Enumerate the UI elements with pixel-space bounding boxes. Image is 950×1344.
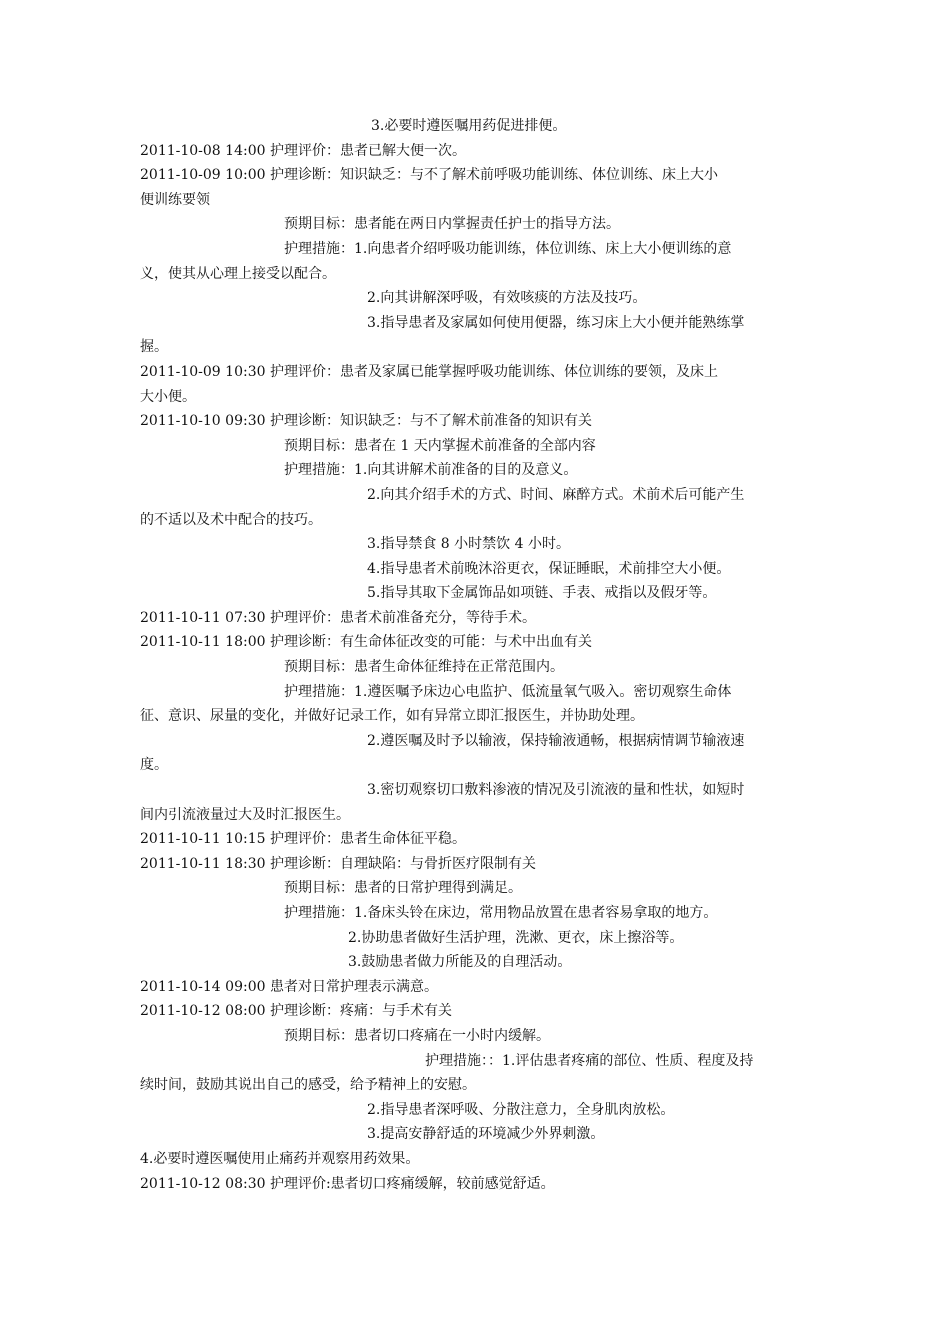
text-line: 间内引流液量过大及时汇报医生。 [140,806,350,823]
text-line: 2.协助患者做好生活护理，洗漱、更衣，床上擦浴等。 [348,929,684,946]
nursing-record-text [140,114,820,1196]
text-line: 2011-10-12 08:30 护理评价:患者切口疼痛缓解，较前感觉舒适。 [140,1175,555,1192]
text-line: 度。 [140,757,168,774]
text-line: 续时间，鼓励其说出自己的感受，给予精神上的安慰。 [140,1077,476,1094]
text-line: 预期目标：患者切口疼痛在一小时内缓解。 [284,1027,550,1044]
text-line: 预期目标：患者的日常护理得到满足。 [284,880,522,897]
text-line: 预期目标：患者能在两日内掌握责任护士的指导方法。 [284,216,620,233]
text-line: 2011-10-10 09:30 护理诊断：知识缺乏：与不了解术前准备的知识有关 [140,413,592,430]
text-line: 2011-10-11 07:30 护理评价：患者术前准备充分，等待手术。 [140,609,536,626]
text-line: 2011-10-14 09:00 患者对日常护理表示满意。 [140,978,438,995]
text-line: 大小便。 [140,388,196,405]
text-line: 预期目标：患者在 1 天内掌握术前准备的全部内容 [284,437,596,454]
text-line: 2.遵医嘱及时予以输液，保持输液通畅，根据病情调节输液速 [367,732,745,749]
text-line: 2011-10-08 14:00 护理评价：患者已解大便一次。 [140,142,466,159]
text-line: 2011-10-12 08:00 护理诊断：疼痛：与手术有关 [140,1003,452,1020]
text-line: 2011-10-11 10:15 护理评价：患者生命体征平稳。 [140,831,466,848]
text-line: 护理措施：：1.评估患者疼痛的部位、性质、程度及持 [425,1052,754,1069]
text-line: 3.指导禁食 8 小时禁饮 4 小时。 [367,536,570,553]
text-line: 的不适以及术中配合的技巧。 [140,511,322,528]
text-line: 征、意识、尿量的变化，并做好记录工作，如有异常立即汇报医生，并协助处理。 [140,708,644,725]
text-line: 3.必要时遵医嘱用药促进排便。 [371,118,567,134]
text-line: 2.向其讲解深呼吸，有效咳痰的方法及技巧。 [367,290,647,307]
text-line: 护理措施：1.遵医嘱予床边心电监护、低流量氧气吸入。密切观察生命体 [284,683,732,700]
text-line: 2011-10-09 10:30 护理评价：患者及家属已能掌握呼吸功能训练、体位训练的要领，及床上 [140,363,718,380]
text-line: 预期目标：患者生命体征维持在正常范围内。 [284,659,564,676]
text-line: 护理措施：1.向其讲解术前准备的目的及意义。 [284,462,578,479]
text-line: 护理措施：1.向患者介绍呼吸功能训练，体位训练、床上大小便训练的意 [284,240,732,257]
text-line: 4.指导患者术前晚沐浴更衣，保证睡眠，术前排空大小便。 [367,560,731,577]
text-line: 2011-10-11 18:30 护理诊断：自理缺陷：与骨折医疗限制有关 [140,855,536,872]
text-line: 2011-10-11 18:00 护理诊断：有生命体征改变的可能：与术中出血有关 [140,634,592,651]
text-line: 便训练要领 [140,191,210,208]
text-line: 3.鼓励患者做力所能及的自理活动。 [348,954,572,971]
text-line: 3.提高安静舒适的环境减少外界刺激。 [367,1126,605,1143]
text-line: 2011-10-09 10:00 护理诊断：知识缺乏：与不了解术前呼吸功能训练、体位训练、床上大小 [140,167,718,184]
text-line: 4.必要时遵医嘱使用止痛药并观察用药效果。 [140,1150,420,1167]
text-line: 义，使其从心理上接受以配合。 [140,265,336,282]
text-line: 3.密切观察切口敷料渗液的情况及引流液的量和性状，如短时 [367,782,745,799]
text-line: 握。 [140,339,168,356]
text-line: 2.向其介绍手术的方式、时间、麻醉方式。术前术后可能产生 [367,486,745,503]
text-line: 3.指导患者及家属如何使用便器，练习床上大小便并能熟练掌 [367,314,745,331]
text-line: 护理措施：1.备床头铃在床边，常用物品放置在患者容易拿取的地方。 [284,905,718,921]
text-line: 2.指导患者深呼吸、分散注意力，全身肌肉放松。 [367,1101,675,1118]
text-line: 5.指导其取下金属饰品如项链、手表、戒指以及假牙等。 [367,585,717,602]
